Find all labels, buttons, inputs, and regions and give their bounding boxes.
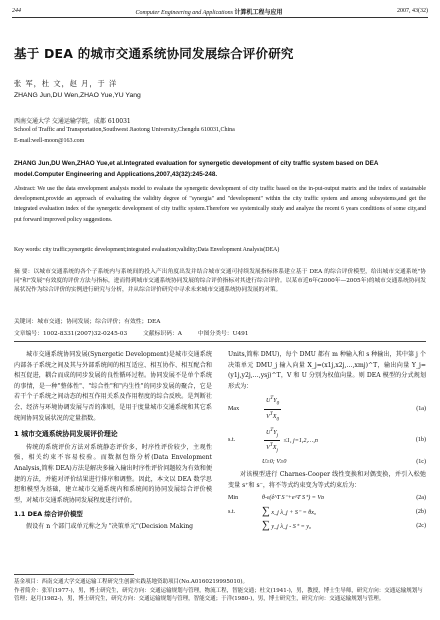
equation-2c-body: y_j λ_j - S⁺ = y₀ xyxy=(271,524,312,531)
page-number: 244 xyxy=(12,8,21,14)
intro-paragraph: 城市交通系统协同发展(Synergetic Development)是城市交通系统内部各子系统之间及其与外部系统间的相互适应、相互协作、相互配合和相互促进，耦合而成的同步发展的良性循环过程。协同发展不是单个系统的事情，是一种"整体性"、"综合性"和"内生性"的同步发展的聚合，它是若干个子系统之间动态的相互作用关系及作用程度的综合反映。是判断社会、经济与环境协调发展与否的准则，是用于度量城市交通系统和其它系统间协同发展状况的定量指数。 xyxy=(14,351,212,422)
equation-1b-constraint: ≤1, j=1,2,…,n xyxy=(283,438,318,445)
equation-2a xyxy=(228,493,426,504)
english-abstract: Abstract: We use the data envelopment analysis model to evaluate the synergetic development of city traffic based on the in-put-output matrix and the index of sustainable development,provide an approach of evaluating the validity degree of "synergia" and "development" within the city traffic system and among subsystems,and get the integrated evaluation index of the synergetic development of city traffic system.Therefore we systemically study and analyze the recent 6 years conditions of some city,and put forward improved policy suggestions. xyxy=(14,186,426,223)
affiliation-en: School of Traffic and Transportation,Southwest Jiaotong University,Chengdu 610031,China xyxy=(14,127,235,133)
chinese-abstract: 摘 要：以城市交通系统的各个子系统内与系统间的投入产出角度出发并结合城市交通可持续发展指标体系建立基于 DEA 的综合评价模型，给出城市交通系统"协同"和"发展"有效度的评价方法与指标，进而得到城市交通系统协同发展的综合评价指标对其进行综合评价。以某市近6年(2000年—2005年)的城市交通系统协同发展状况作为综合评价的实例进行研究与分析，并从综合评价研究中寻求未来城市交通系统协同发展的对策。 xyxy=(14,269,426,294)
left-column xyxy=(14,350,212,533)
authors-cn: 张 军，杜 文，赵 月，于 洋 xyxy=(14,79,118,88)
header-rule xyxy=(12,17,428,18)
summation-icon: ∑ xyxy=(262,519,270,532)
equation-1c-number: (1c) xyxy=(416,459,426,466)
journal-name xyxy=(21,7,397,16)
section-1-paragraph: 传统的系统评价方法对系统静态评价多，时序性评价较少，主观性强，相关约束不容易校验。而数据包络分析(Data Envelopment Analysis,简称 DEA)方法是解决多输入输出时序性评价问题较为有效和便捷的方法，并能对评价结果进行排序和调整。因此，本文以 DEA 数学思想和模型为基础，建立城市交通系统内和系统间的协同发展综合评价模型，对城市交通系统协同发展程度进行评价。 xyxy=(14,443,212,504)
section-divider xyxy=(14,341,426,342)
equation-1b xyxy=(228,426,426,456)
section-1-heading: 1 城市交通系统协同发展评价理论 xyxy=(14,430,118,439)
section-1-1-paragraph: 假设有 n 个部门或单元称之为 "决策单元"(Decision Making xyxy=(26,522,194,530)
equation-2a-body: θ-ε(ê^T S⁻+e^T S⁺) = Vᴅ xyxy=(262,495,325,502)
article-meta xyxy=(14,328,426,337)
equation-2a-number: (2a) xyxy=(416,495,426,502)
equation-1b-body xyxy=(252,426,404,456)
section-1-1-heading: 1.1 DEA 综合评价模型 xyxy=(14,510,83,519)
equation-2c xyxy=(228,520,426,533)
equation-1b-number: (1b) xyxy=(415,437,426,444)
authors-en: ZHANG Jun,DU Wen,ZHAO Yue,YU Yang xyxy=(14,92,141,99)
running-header xyxy=(12,6,428,16)
equation-2b-body: x_j λ_j + S⁻ = θx₀ xyxy=(271,509,317,516)
affiliation-cn: 西南交通大学 交通运输学院，成都 610031 xyxy=(14,118,131,125)
equation-1a-body xyxy=(252,394,404,424)
dmu-paragraph: Units,简称 DMU)，每个 DMU 都有 m 种输入和 s 种输出，其中第 j 个决策单元 DMU_j 输入向量 X_j=(x1j,x2j,…,xmj)^T，输出向量 Y_j=(y1j,y2j,…,ysj)^T，V 和 U 分别为权值向量。则 DEA 模型的分式规划形式为： xyxy=(228,351,426,390)
chinese-keywords: 关键词：城市交通；协同发展；综合评价；有效性；DEA xyxy=(14,319,161,325)
equation-1b-label: s.t. xyxy=(228,437,236,444)
right-column xyxy=(228,350,426,535)
equation-2c-number: (2c) xyxy=(416,523,426,530)
equation-2b-label: s.t. xyxy=(228,508,236,515)
journal-name-en: Computer Engineering and Applications xyxy=(135,9,233,16)
document-code: 文献标识码：A xyxy=(143,331,182,337)
author-bio-note: 作者简介：张军(1977-)，男，博士研究生，研究方向：交通运输规划与管理，物流工程，智能交通；杜文(1941-)，男，教授，博士生导师，研究方向：交通运输规划与管理；赵月(1982-)，男，博士研究生，研究方向：交通运输规划与管理，智能交通；于洋(1980-)，男，博士研究生，研究方向：交通运输规划与管理。 xyxy=(14,587,423,603)
article-number: 文章编号：1002-8331(2007)32-0245-03 xyxy=(14,331,128,337)
classification-number: 中图分类号：U491 xyxy=(197,331,249,337)
english-keywords: Key words: city traffic;synergetic development;integrated evaluation;validity;Data Envelopment Analysis(DEA) xyxy=(14,247,280,253)
transform-paragraph: 对该模型进行 Charnes-Cooper 线性变换和对偶变换，并引入松弛变量 s⁺和 s⁻，将不等式约束变为等式约束后为： xyxy=(228,470,426,489)
issue-info: 2007, 43(32) xyxy=(397,8,428,14)
equation-2a-label: Min xyxy=(228,495,239,502)
paper-title: 基于 DEA 的城市交通系统协同发展综合评价研究 xyxy=(14,46,294,61)
footnotes xyxy=(14,578,426,604)
footnote-rule xyxy=(14,574,134,575)
equation-2b xyxy=(228,506,426,519)
equation-1a-label: Max xyxy=(228,405,240,412)
author-email: E-mail:well-moon@163.com xyxy=(14,138,85,144)
journal-name-cn: 计算机工程与应用 xyxy=(234,8,283,16)
equation-2b-number: (2b) xyxy=(415,508,426,515)
fraction: $\frac{U^TY_0}{V^TX_0}$ xyxy=(266,395,280,422)
fraction: $\frac{U^TY_j}{V^TX_j}$ xyxy=(266,426,279,454)
equation-1a-number: (1a) xyxy=(416,405,426,412)
summation-icon: ∑ xyxy=(262,504,270,517)
funding-note: 基金项目：西南交通大学交通运输工程研究生创新实践基地资助项目(No.A0160219995010)。 xyxy=(14,579,249,585)
equation-1c-body: U≥0; V≥0 xyxy=(262,459,287,466)
equation-1c xyxy=(228,457,426,468)
equation-1a xyxy=(228,394,426,424)
english-citation: ZHANG Jun,DU Wen,ZHAO Yue,et al.Integrated evaluation for synergetic development of city traffic system based on DEA model.Computer Engineering and Applications,2007,43(32):245-248. xyxy=(14,160,379,178)
